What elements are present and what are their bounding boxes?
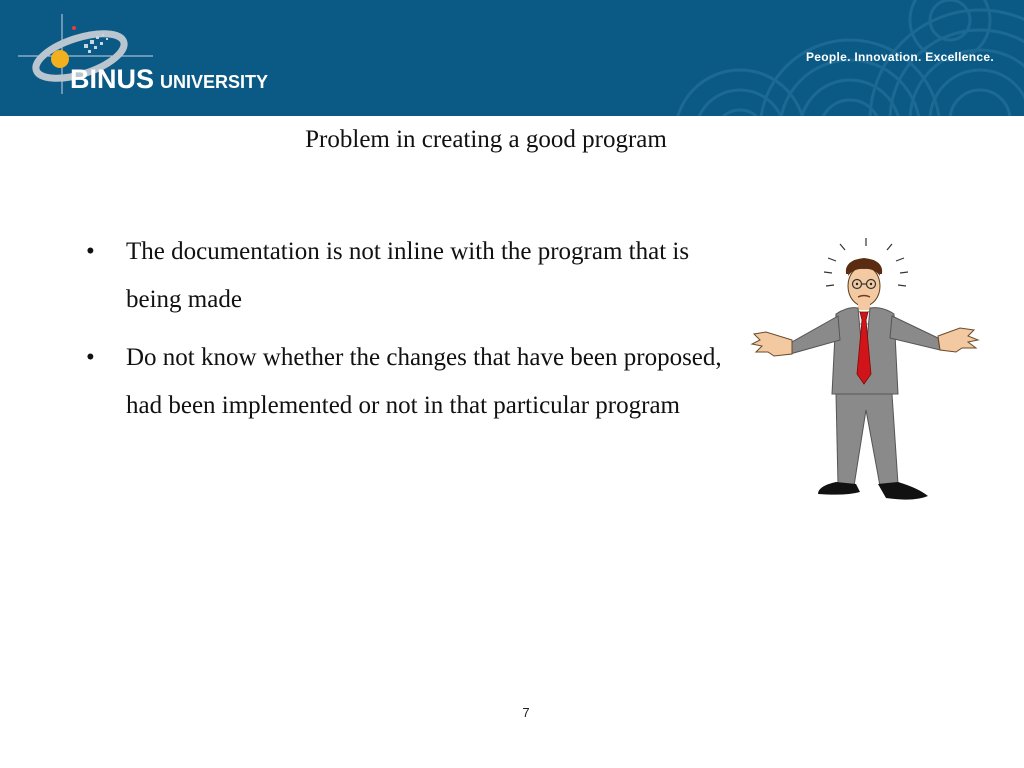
brand-name — [70, 64, 268, 95]
brand-main: BINUS — [70, 64, 155, 94]
tagline: People. Innovation. Excellence. — [805, 50, 994, 64]
confused-man-illustration — [748, 234, 984, 506]
bullet-item — [86, 334, 746, 430]
bullet-list — [86, 228, 746, 440]
bullet-text: Do not know whether the changes that have been proposed, had been implemented or not in that particular program — [126, 344, 722, 419]
bullet-item — [86, 228, 746, 324]
bullet-text: The documentation is not inline with the program that is being made — [126, 238, 690, 313]
bullet-marker: • — [86, 238, 95, 265]
bullet-marker: • — [86, 344, 95, 371]
brand-sub: UNIVERSITY — [160, 72, 269, 92]
header-banner — [0, 0, 1024, 116]
page-number: 7 — [522, 705, 530, 720]
slide-title: Problem in creating a good program — [305, 126, 667, 153]
